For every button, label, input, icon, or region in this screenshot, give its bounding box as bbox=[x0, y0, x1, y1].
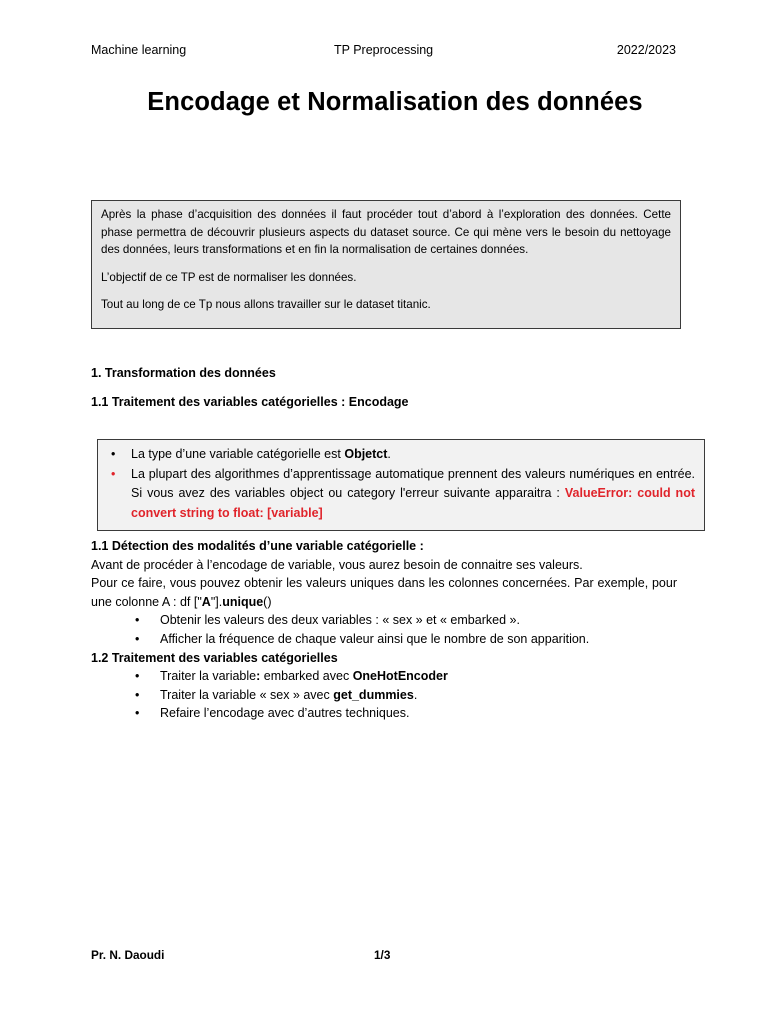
detection-bullet-2 bbox=[91, 630, 677, 649]
header-course: Machine learning bbox=[91, 43, 187, 57]
note-bullet-1-end: . bbox=[387, 447, 391, 461]
unique-method: unique bbox=[222, 594, 264, 609]
treatment-bullet-3 bbox=[91, 704, 677, 723]
note-bullet-2 bbox=[107, 465, 695, 524]
onehotencoder: OneHotEncoder bbox=[352, 669, 448, 684]
detection-bullet-1 bbox=[91, 611, 677, 630]
treatment-bullet-1-text: Traiter la variable bbox=[160, 669, 257, 684]
intro-paragraph-1: Après la phase d’acquisition des données il faut procéder tout d’abord à l’exploration des données. Cette phase permettra de découvrir plusieurs aspects du dataset source. Ce qui mène vers le besoin du nettoyage des données, leurs transformations et en fin la normalisation de certaines données. bbox=[101, 208, 671, 256]
intro-paragraph-3: Tout au long de ce Tp nous allons travailler sur le dataset titanic. bbox=[101, 298, 431, 311]
detection-line-1: Avant de procéder à l’encodage de variable, vous aurez besoin de connaitre ses valeurs. bbox=[91, 557, 583, 572]
detection-line-2 bbox=[91, 574, 677, 611]
detection-line-2-mid: "]. bbox=[210, 594, 223, 609]
detection-bullet-1-text: Obtenir les valeurs des deux variables : « sex » et « embarked ». bbox=[160, 613, 520, 628]
treatment-heading: 1.2 Traitement des variables catégorielles bbox=[91, 650, 338, 665]
footer-page-number: 1/3 bbox=[374, 948, 391, 962]
bullet-icon: • bbox=[111, 466, 116, 481]
bullet-icon: • bbox=[135, 631, 140, 646]
detection-line-2-end: () bbox=[263, 594, 272, 609]
treatment-bullet-2-text: Traiter la variable « sex » avec bbox=[160, 687, 334, 702]
bullet-icon: • bbox=[111, 447, 116, 461]
footer-author: Pr. N. Daoudi bbox=[91, 948, 165, 962]
treatment-bullet-2-end: . bbox=[413, 687, 418, 702]
header-year: 2022/2023 bbox=[616, 43, 676, 57]
section-heading-1-1: 1.1 Traitement des variables catégorielles : Encodage bbox=[91, 395, 409, 409]
get-dummies: get_dummies bbox=[333, 687, 414, 702]
column-a: A bbox=[201, 594, 211, 609]
note-bullet-1-text: La type d’une variable catégorielle est bbox=[131, 447, 345, 461]
page-title: Encodage et Normalisation des données bbox=[147, 88, 643, 116]
treatment-bullet-3-text: Refaire l’encodage avec d’autres techniques. bbox=[160, 706, 410, 721]
note-bullet-2-text: La plupart des algorithmes d’apprentissage automatique prennent des valeurs numériques en entrée. Si vous avez des variables object ou category l'erreur suivante apparaitra : bbox=[131, 466, 695, 500]
intro-paragraph-2: L’objectif de ce TP est de normaliser les données. bbox=[101, 270, 357, 284]
bullet-icon: • bbox=[135, 706, 140, 721]
detection-bullet-2-text: Afficher la fréquence de chaque valeur ainsi que le nombre de son apparition. bbox=[160, 631, 590, 646]
treatment-bullet-2 bbox=[91, 686, 677, 705]
treatment-bullet-1 bbox=[91, 667, 677, 686]
bullet-icon: • bbox=[135, 687, 140, 702]
detection-line-2-text: Pour ce faire, vous pouvez obtenir les valeurs uniques dans les colonnes concernées. Par exemple, pour une colonne A : df [" bbox=[91, 576, 677, 609]
bullet-icon: • bbox=[135, 669, 140, 684]
intro-box bbox=[91, 200, 681, 329]
header-tp: TP Preprocessing bbox=[334, 43, 434, 57]
error-message: ValueError: could not convert string to float: [variable] bbox=[131, 486, 695, 520]
treatment-bullet-1-colon: : bbox=[256, 669, 261, 684]
note-bullet-1 bbox=[107, 445, 695, 465]
treatment-bullet-1-mid: embarked avec bbox=[260, 669, 353, 684]
note-box bbox=[97, 439, 705, 531]
detection-heading: 1.1 Détection des modalités d’une variable catégorielle : bbox=[91, 539, 424, 553]
section-heading-1: 1. Transformation des données bbox=[91, 366, 276, 380]
note-bullet-1-type: Objetct bbox=[344, 447, 388, 461]
body-content bbox=[91, 537, 677, 723]
bullet-icon: • bbox=[135, 613, 140, 628]
